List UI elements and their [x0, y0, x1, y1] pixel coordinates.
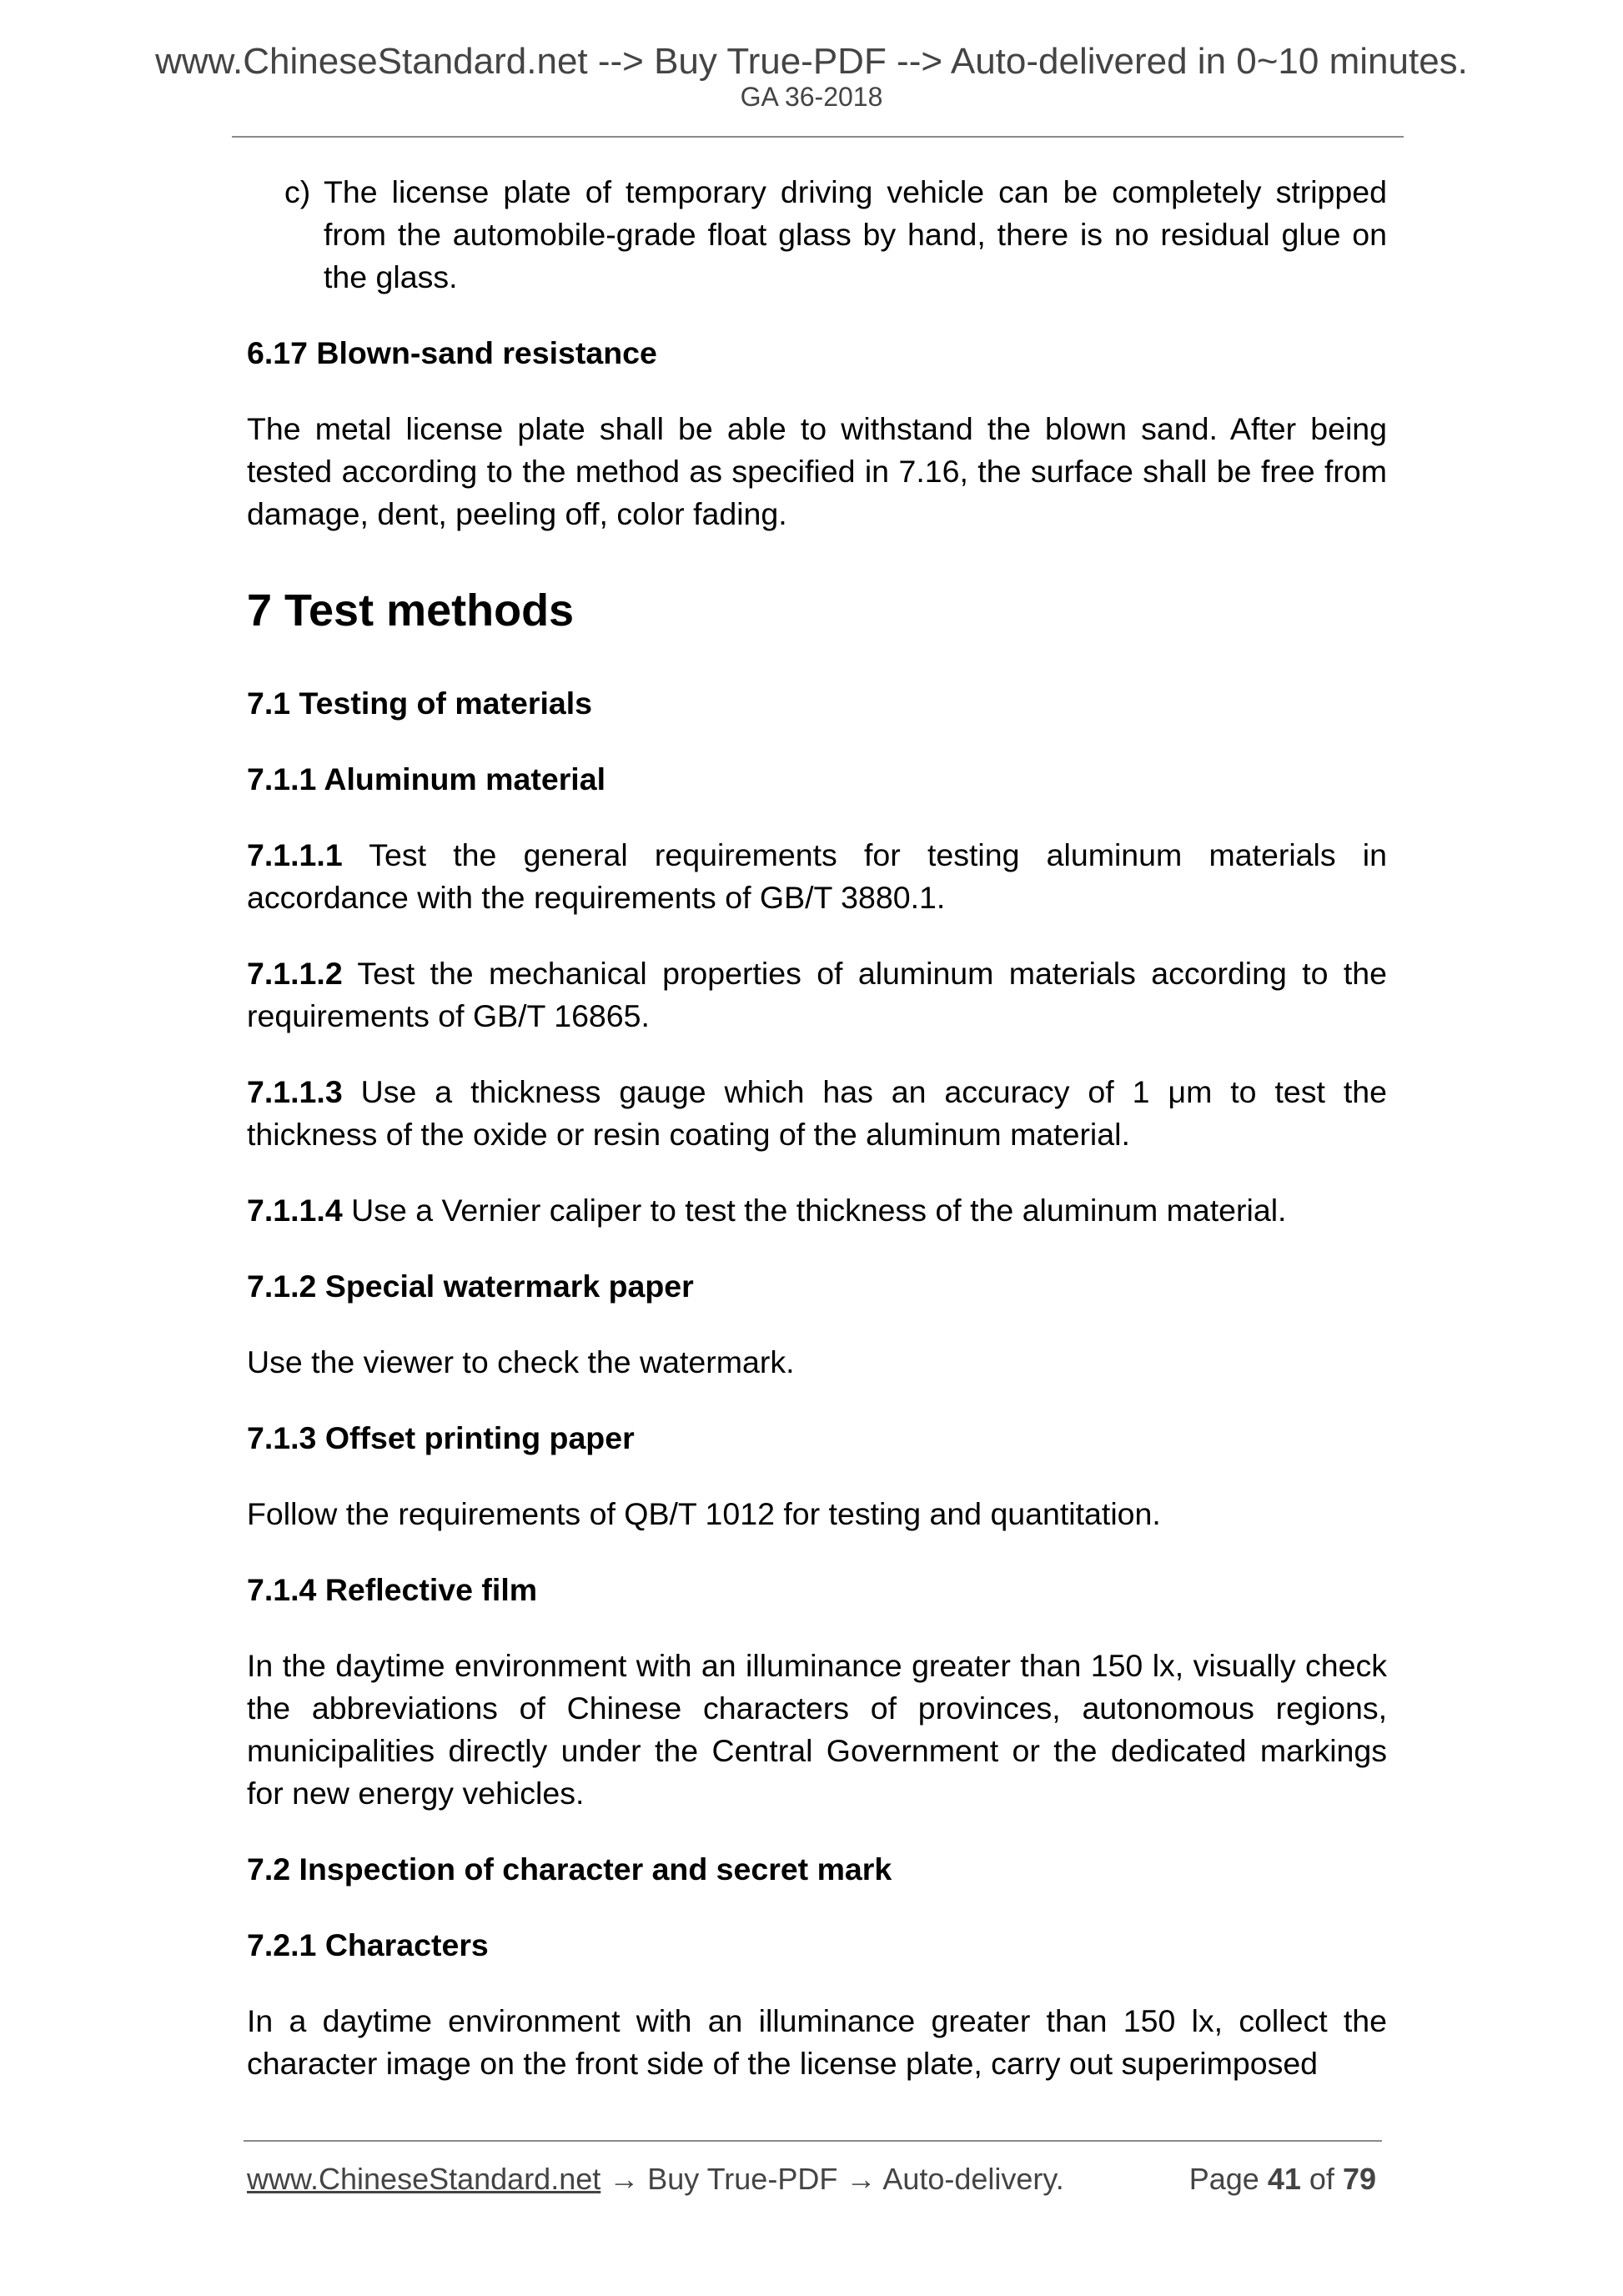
list-item-text: The license plate of temporary driving vehicle can be completely stripped from the automobile-grade float glass by hand, there is no residual glue on the glass. [324, 174, 1387, 294]
list-item-c [247, 171, 1387, 299]
section-heading-7-2: 7.2 Inspection of character and secret mark [247, 1851, 892, 1887]
clause-text: Test the mechanical properties of aluminum materials according to the requirements of GB/T 16865. [247, 956, 1387, 1033]
section-heading-7: 7 Test methods [247, 585, 575, 636]
section-heading-7-1-1: 7.1.1 Aluminum material [247, 761, 606, 796]
clause-text: Use a thickness gauge which has an accuracy of 1 μm to test the thickness of the oxide or resin coating of the aluminum material. [247, 1074, 1387, 1152]
clause-7-1-1-2 [247, 952, 1387, 1037]
section-heading-7-1-3: 7.1.3 Offset printing paper [247, 1420, 635, 1455]
footer-divider [244, 2140, 1382, 2142]
section-heading-7-1-2: 7.1.2 Special watermark paper [247, 1269, 694, 1304]
paragraph-7-1-2: Use the viewer to check the watermark. [247, 1344, 795, 1379]
page-content [247, 171, 1387, 2118]
page-label: Page [1188, 2162, 1259, 2196]
clause-7-1-1-1 [247, 834, 1387, 919]
section-heading-7-1-4: 7.1.4 Reflective film [247, 1572, 538, 1607]
clause-number: 7.1.1.1 [247, 837, 343, 872]
list-marker: c) [284, 174, 311, 209]
clause-7-1-1-3 [247, 1071, 1387, 1156]
clause-7-1-1-4 [247, 1189, 1387, 1232]
header-divider [232, 136, 1404, 138]
section-heading-6-17: 6.17 Blown-sand resistance [247, 335, 657, 370]
page-number: 41 [1267, 2162, 1301, 2196]
clause-text: Use a Vernier caliper to test the thickness of the aluminum material. [342, 1193, 1287, 1228]
section-heading-7-2-1: 7.2.1 Characters [247, 1927, 489, 1962]
section-heading-7-1: 7.1 Testing of materials [247, 686, 593, 721]
of-label: of [1309, 2162, 1334, 2196]
page-total: 79 [1342, 2162, 1376, 2196]
paragraph-7-1-4: In the daytime environment with an illuminance greater than 150 lx, visually check the abbreviations of Chinese characters of provinces, autonomous regions, municipalities directly under the Central Government or the dedicated markings for new energy vehicles. [247, 1648, 1387, 1811]
footer-promo [247, 2163, 1064, 2196]
header-banner: www.ChineseStandard.net --> Buy True-PDF --> Auto-delivered in 0~10 minutes. [155, 41, 1468, 82]
footer-site-link[interactable]: www.ChineseStandard.net [247, 2162, 601, 2196]
paragraph-7-1-3: Follow the requirements of QB/T 1012 for testing and quantitation. [247, 1496, 1161, 1531]
paragraph-7-2-1: In a daytime environment with an illuminance greater than 150 lx, collect the character image on the front side of the license plate, carry out superimposed [247, 2003, 1387, 2081]
footer-promo-text: → Buy True-PDF → Auto-delivery. [600, 2162, 1064, 2196]
page-indicator [1189, 2163, 1376, 2196]
clause-number: 7.1.1.3 [247, 1074, 343, 1109]
clause-number: 7.1.1.4 [247, 1193, 343, 1228]
paragraph-6-17: The metal license plate shall be able to withstand the blown sand. After being tested according to the method as specified in 7.16, the surface shall be free from damage, dent, peeling off, color fading. [247, 411, 1387, 531]
clause-number: 7.1.1.2 [247, 956, 343, 991]
clause-text: Test the general requirements for testing aluminum materials in accordance with the requirements of GB/T 3880.1. [247, 837, 1387, 915]
document-code: GA 36-2018 [740, 82, 883, 112]
